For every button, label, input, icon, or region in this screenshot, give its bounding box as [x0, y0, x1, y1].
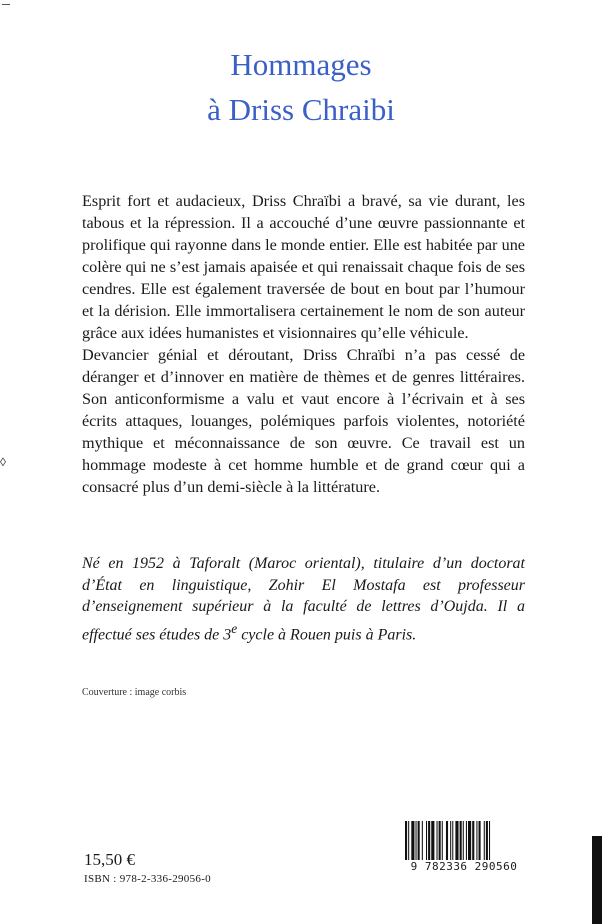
edge-bar — [592, 836, 602, 924]
barcode-bar — [431, 821, 434, 865]
barcode-bar — [450, 821, 451, 865]
barcode-bar — [426, 821, 427, 865]
barcode-bar — [476, 821, 477, 865]
barcode-bar — [484, 821, 485, 865]
crop-mark — [2, 4, 10, 5]
barcode-bar — [439, 821, 441, 865]
price: 15,50 € — [84, 850, 135, 869]
barcode-bar — [479, 821, 481, 865]
barcode-bar — [416, 821, 417, 865]
barcode-bar — [422, 821, 423, 865]
barcode-bar — [418, 821, 420, 865]
barcode-bar — [452, 821, 453, 865]
barcode-bar — [468, 821, 471, 865]
back-cover-blurb — [82, 190, 525, 498]
barcode-bar — [408, 821, 409, 865]
barcode-bar — [486, 821, 488, 865]
barcode-bar — [405, 821, 407, 865]
bio-superscript: e — [231, 620, 238, 636]
barcode-bar — [466, 821, 467, 865]
barcode-bar — [455, 821, 458, 865]
bio-text-end: cycle à Rouen puis à Paris. — [237, 625, 417, 643]
title-line-2: à Driss Chraibi — [207, 92, 395, 127]
barcode-bar — [428, 821, 430, 865]
blurb-paragraph-2: Devancier génial et déroutant, Driss Chraïbi n’a pas cessé de déranger et d’innover en matière de thèmes et de genres littéraires. Son anticonformisme a valu et vaut encore à l’écrivain et à ses écrits attaques, louanges, polémiques parfois violentes, notoriété mythique et méconnaissance de son œuvre. Ce travail est un hommage modeste à cet homme humble et de grand cœur qui a consacré plus d’un demi-siècle à la littérature. — [82, 346, 525, 496]
barcode-digits: 9 782336 290560 — [403, 860, 525, 873]
author-bio — [82, 553, 525, 645]
barcode-bar — [489, 821, 490, 865]
barcode-bar — [472, 821, 474, 865]
blurb-paragraph-1: Esprit fort et audacieux, Driss Chraïbi a bravé, sa vie durant, les tabous et la répression. Il a accouché d’une œuvre passionnante et prolifique qui rayonne dans le monde entier. Elle est habitée par une colère qui ne s’est jamais apaisée et qui renaissait chaque fois de ses cendres. Elle est également traversée de bout en bout par l’humour et la dérision. Elle immortalisera certainement le nom de son auteur grâce aux idées humanistes et visionnaires qu’elle véhicule. — [82, 192, 525, 342]
book-title — [0, 44, 602, 134]
barcode-bar — [463, 821, 464, 865]
barcode-bar — [446, 821, 448, 865]
side-margin-mark: ◊ — [0, 455, 6, 469]
barcode-bar — [437, 821, 438, 865]
barcode-bars — [403, 821, 525, 865]
title-line-1: Hommages — [230, 47, 372, 82]
barcode — [403, 821, 525, 893]
cover-credit: Couverture : image corbis — [82, 687, 187, 698]
barcode-bar — [411, 821, 414, 865]
barcode-bar — [442, 821, 443, 865]
bio-text-start: Né en 1952 à Taforalt (Maroc oriental), titulaire d’un doctorat d’État en linguistique, Zohir El Mostafa est professeur d’enseignement supérieur à la faculté de lettres d’Oujda. Il a effectué ses études de 3 — [82, 555, 525, 643]
isbn: ISBN : 978-2-336-29056-0 — [84, 873, 211, 885]
barcode-bar — [460, 821, 462, 865]
